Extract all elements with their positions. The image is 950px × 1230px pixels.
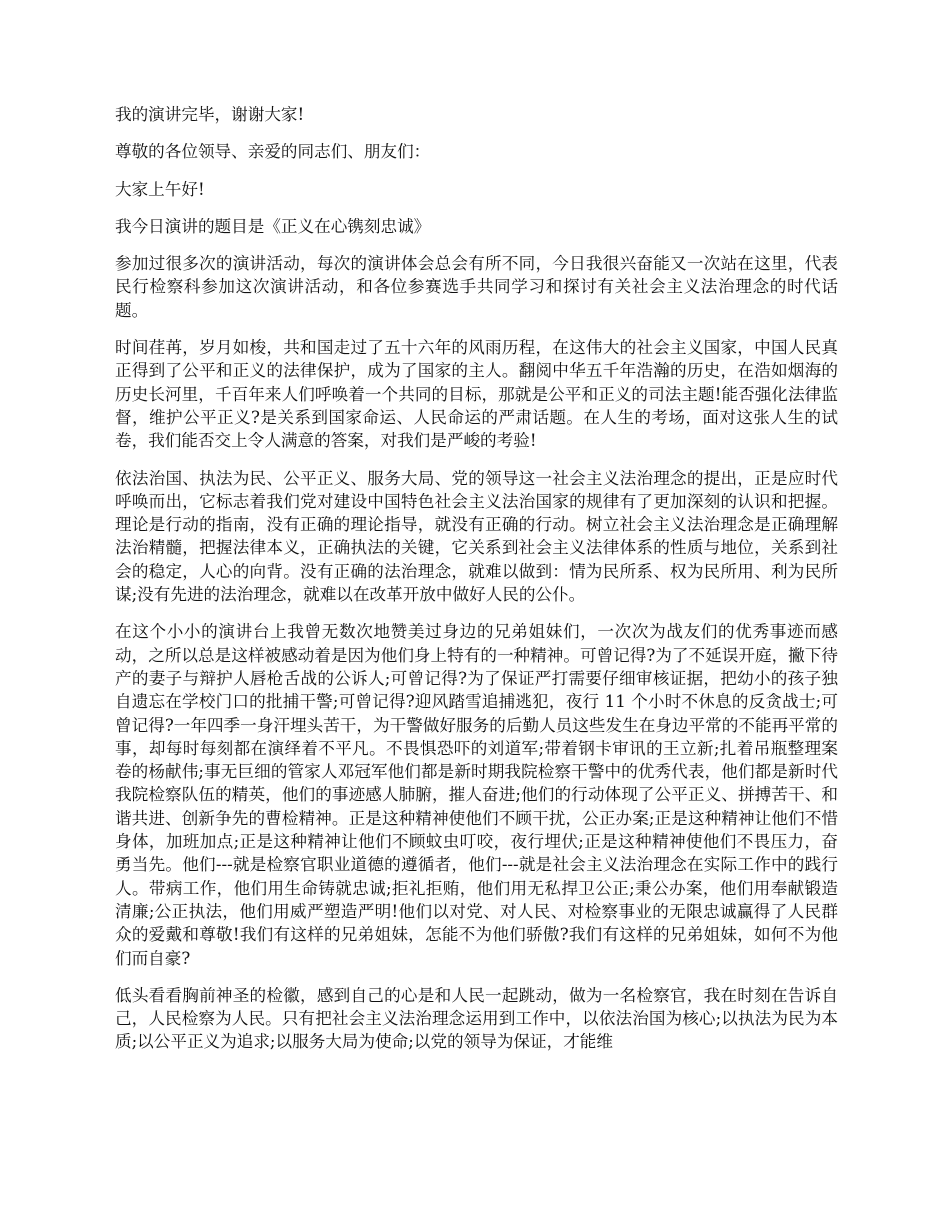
paragraph-salutation: 尊敬的各位领导、亲爱的同志们、朋友们： (115, 142, 431, 162)
paragraph-closing: 我的演讲完毕，谢谢大家! (115, 105, 305, 124)
paragraph-badge: 低头看看胸前神圣的检徽，感到自己的心是和人民一起跳动，做为一名检察官，我在时刻在告诉自己，人民检察为人民。只有把社会主义法治理念运用到工作中，以依法治国为核心;以执法为民为本质;以公平正义为追求;以服务大局为使命;以党的领导为保证，才能维 (115, 985, 838, 1052)
document-body (115, 103, 838, 1068)
paragraph-history: 时间荏苒，岁月如梭，共和国走过了五十六年的风雨历程，在这伟大的社会主义国家，中国人民真正得到了公平和正义的法律保护，成为了国家的主人。翻阅中华五千年浩瀚的历史，在浩如烟海的历史长河里，千百年来人们呼唤着一个共同的目标，那就是公平和正义的司法主题!能否强化法律监督，维护公平正义?是关系到国家命运、人民命运的严肃话题。在人生的考场，面对这张人生的试卷，我们能否交上令人满意的答案，对我们是严峻的考验! (115, 338, 838, 451)
paragraph-topic: 我今日演讲的题目是《正义在心镌刻忠诚》 (115, 216, 431, 236)
paragraph-colleagues: 在这个小小的演讲台上我曾无数次地赞美过身边的兄弟姐妹们，一次次为战友们的优秀事迹而感动，之所以总是这样被感动着是因为他们身上特有的一种精神。可曾记得?为了不延误开庭，撇下待产的妻子与辩护人唇枪舌战的公诉人;可曾记得?为了保证严打需要仔细审核证据，把幼小的孩子独自遗忘在学校门口的批捕干警;可曾记得?迎风踏雪追捕逃犯，夜行 11 个小时不休息的反贪战士;可曾记得?一年四季一身汗埋头苦干，为干警做好服务的后勤人员这些发生在身边平常的不能再平常的事，却每时每刻都在演绎着不平凡。不畏惧恐吓的刘道军;带着钢卡审讯的王立新;扎着吊瓶整理案卷的杨献伟;事无巨细的管家人邓冠军他们都是新时期我院检察干警中的优秀代表，他们都是新时代我院检察队伍的精英，他们的事迹感人肺腑，摧人奋进;他们的行动体现了公平正义、拼搏苦干、和谐共进、创新争先的曹检精神。正是这种精神使他们不顾干扰，公正办案;正是这种精神让他们不惜身体，加班加点;正是这种精神让他们不顾蚊虫叮咬，夜行埋伏;正是这种精神使他们不畏压力，奋勇当先。他们---就是检察官职业道德的遵循者，他们---就是社会主义法治理念在实际工作中的践行人。带病工作，他们用生命铸就忠诚;拒礼拒贿，他们用无私捍卫公正;秉公办案，他们用奉献锻造清廉;公正执法，他们用威严塑造严明!他们以对党、对人民、对检察事业的无限忠诚赢得了人民群众的爱戴和尊敬!我们有这样的兄弟姐妹，怎能不为他们骄傲?我们有这样的兄弟姐妹，如何不为他们而自豪? (115, 622, 838, 968)
paragraph-intro: 参加过很多次的演讲活动，每次的演讲体会总会有所不同，今日我很兴奋能又一次站在这里，代表民行检察科参加这次演讲活动，和各位参赛选手共同学习和探讨有关社会主义法治理念的时代话题。 (115, 254, 838, 320)
paragraph-rule-of-law: 依法治国、执法为民、公平正义、服务大局、党的领导这一社会主义法治理念的提出，正是应时代呼唤而出，它标志着我们党对建设中国特色社会主义法治国家的规律有了更加深刻的认识和把握。理论是行动的指南，没有正确的理论指导，就没有正确的行动。树立社会主义法治理念是正确理解法治精髓，把握法律本义，正确执法的关键，它关系到社会主义法律体系的性质与地位，关系到社会的稳定，人心的向背。没有正确的法治理念，就难以做到：情为民所系、权为民所用、利为民所谋;没有先进的法治理念，就难以在改革开放中做好人民的公仆。 (115, 468, 838, 605)
paragraph-greeting: 大家上午好! (115, 179, 205, 199)
